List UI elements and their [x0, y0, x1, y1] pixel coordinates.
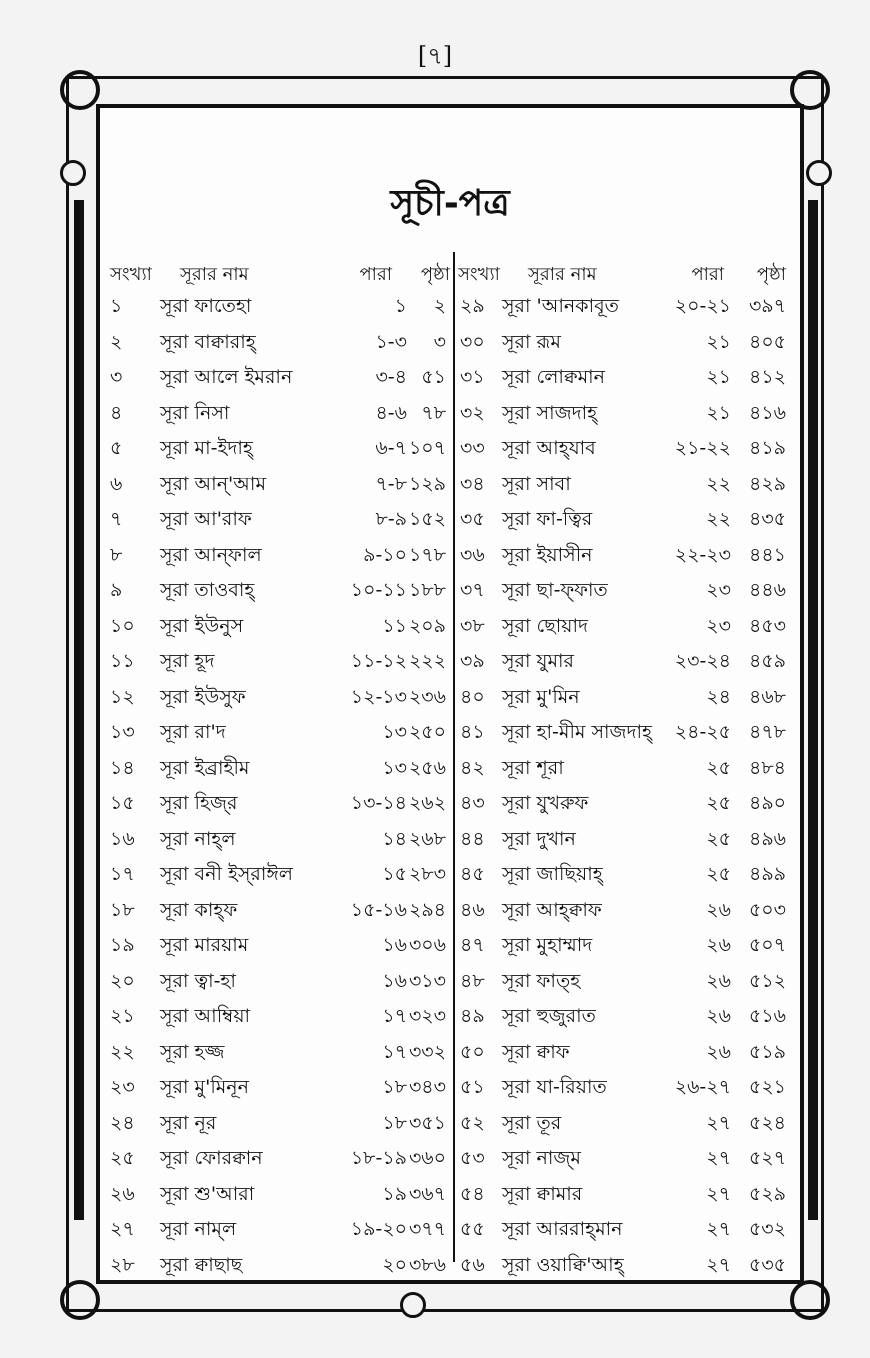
page-right: ৫১৬ — [748, 1005, 786, 1027]
para-right: ২৫ — [706, 792, 731, 814]
page-right: ৫২৪ — [748, 1111, 786, 1134]
para-right: ২৬ — [706, 934, 731, 956]
entry-number-right: ৩৫ — [460, 508, 485, 530]
para-left: ১ — [394, 295, 407, 317]
entry-number-left: ৫ — [110, 437, 123, 459]
para-right: ২৬-২৭ — [674, 1076, 731, 1098]
table-row — [110, 395, 800, 431]
page-left: ৩ — [433, 330, 446, 353]
page-right: ৪৩৫ — [748, 508, 786, 530]
para-left: ১১-১২ — [350, 650, 407, 672]
page-right: ৪৫৩ — [748, 614, 786, 637]
entry-number-right: ৩৬ — [460, 543, 485, 566]
table-row — [110, 821, 800, 857]
para-left: ১-৩ — [375, 330, 407, 353]
table-row — [110, 750, 800, 786]
page-left: ৩৭৭ — [408, 1218, 446, 1240]
page-left: ২৫০ — [408, 721, 446, 743]
para-left: ১৮ — [382, 1111, 407, 1134]
surah-name-left: সূরা বনী ইস্‌রাঈল — [160, 863, 293, 885]
surah-name-right: সূরা জাছিয়াহ্ — [502, 863, 603, 885]
table-row — [110, 679, 800, 715]
page-left: ৩৮৬ — [408, 1253, 446, 1276]
header-name-left: সূরার নাম — [180, 264, 249, 285]
para-left: ৭-৮ — [375, 472, 407, 495]
para-left: ১৪ — [382, 827, 407, 850]
entry-number-right: ৩১ — [460, 366, 485, 388]
para-left: ৮-৯ — [375, 508, 407, 530]
page-left: ২৬২ — [408, 792, 446, 814]
page-right: ৪২৯ — [748, 472, 786, 495]
surah-name-right: সূরা হা-মীম সাজদাহ্ — [502, 721, 653, 743]
surah-name-right: সূরা যুখরুফ — [502, 792, 589, 814]
entry-number-right: ৪৩ — [460, 792, 485, 814]
page-right: ৪৪৬ — [748, 579, 786, 601]
para-left: ১২-১৩ — [350, 685, 407, 708]
table-row — [110, 963, 800, 999]
entry-number-right: ২৯ — [460, 295, 485, 317]
entry-number-left: ২৭ — [110, 1218, 135, 1240]
surah-name-left: সূরা নাহ্‌ল — [160, 827, 236, 850]
entry-number-left: ২১ — [110, 1005, 135, 1027]
surah-name-left: সূরা শু'আরা — [160, 1182, 255, 1205]
para-left: ১১ — [382, 614, 407, 637]
table-row — [110, 1247, 800, 1283]
surah-name-right: সূরা শূরা — [502, 756, 564, 779]
surah-name-right: সূরা যা-রিয়াত — [502, 1076, 607, 1098]
page-right: ৫২৯ — [748, 1182, 786, 1205]
entry-number-left: ১৬ — [110, 827, 135, 850]
para-left: ১৯-২০ — [350, 1218, 407, 1240]
page-title: সূচী-পত্র — [390, 183, 510, 224]
table-row — [110, 501, 800, 537]
table-row — [110, 1140, 800, 1176]
header-name-right: সূরার নাম — [528, 264, 597, 285]
page-right: ৫১৯ — [749, 1040, 786, 1063]
surah-name-right: সূরা রূম — [502, 330, 561, 353]
entry-number-left: ১৩ — [110, 721, 135, 743]
para-right: ২৪-২৫ — [674, 721, 731, 743]
entry-number-right: ৪৬ — [460, 898, 485, 921]
table-row — [110, 1176, 800, 1212]
bottom-center-ornament — [400, 1292, 426, 1318]
surah-name-right: সূরা ফাত্‌হ — [502, 969, 581, 992]
para-left: ১৭ — [382, 1040, 407, 1063]
page-left: ২০৯ — [408, 614, 446, 637]
surah-name-left: সূরা ফাতেহা — [160, 295, 252, 317]
page-right: ৪৯৯ — [749, 863, 786, 885]
page-left: ৩৬০ — [408, 1147, 446, 1169]
entry-number-right: ৪৭ — [460, 934, 485, 956]
page-number: [৭] — [417, 42, 453, 70]
page-right: ৪১৯ — [749, 437, 786, 459]
surah-name-right: সূরা মুহাম্মাদ — [502, 934, 593, 956]
page-right: ৫০৩ — [748, 898, 786, 921]
surah-name-right: সূরা ইয়াসীন — [502, 543, 593, 566]
page-right: ৪১২ — [748, 366, 786, 388]
page-left: ২ — [433, 295, 446, 317]
entry-number-right: ৪২ — [460, 756, 485, 779]
entry-number-left: ২৮ — [110, 1253, 135, 1276]
para-right: ২৬ — [706, 969, 731, 992]
entry-number-right: ৪৮ — [460, 969, 485, 992]
page-left: ৭৮ — [421, 401, 446, 424]
para-left: ১৬ — [382, 969, 407, 992]
para-left: ৩-৪ — [375, 366, 407, 388]
header-page-right: পৃষ্ঠা — [756, 264, 786, 285]
table-row — [110, 572, 800, 608]
para-right: ২৭ — [706, 1253, 731, 1276]
entry-number-left: ২৫ — [110, 1147, 135, 1169]
entry-number-left: ৭ — [110, 508, 123, 530]
table-row — [110, 785, 800, 821]
entry-number-right: ৩৯ — [460, 650, 485, 672]
para-left: ১৭ — [382, 1005, 407, 1027]
surah-name-left: সূরা তাওবাহ্ — [160, 579, 255, 601]
surah-name-right: সূরা আররাহ্‌মান — [502, 1218, 623, 1240]
page-left: ২৮৩ — [408, 863, 446, 885]
page-right: ৫২৭ — [748, 1147, 786, 1169]
surah-name-left: সূরা ইউনুস — [160, 614, 244, 637]
header-page-left: পৃষ্ঠা — [420, 264, 450, 285]
page-left: ৩২৩ — [408, 1005, 446, 1027]
entry-number-left: ২৩ — [110, 1076, 135, 1098]
entry-number-right: ৩৮ — [460, 614, 485, 637]
para-right: ২৫ — [706, 863, 731, 885]
surah-name-left: সূরা ত্বা-হা — [160, 969, 236, 992]
corner-ornament-top-left — [60, 70, 100, 110]
entry-number-left: ৮ — [110, 543, 123, 566]
page-right: ৪৮৪ — [749, 756, 786, 779]
page-right: ৪৬৮ — [748, 685, 786, 708]
table-row — [110, 359, 800, 395]
surah-name-left: সূরা নূর — [160, 1111, 217, 1134]
contents-table — [110, 256, 800, 1282]
page-left: ৩৫১ — [408, 1111, 446, 1134]
entry-number-right: ৫১ — [460, 1076, 485, 1098]
left-border-bar — [74, 200, 84, 1220]
entry-number-right: ৫৫ — [460, 1218, 485, 1240]
surah-name-left: সূরা আ'রাফ — [160, 508, 252, 530]
para-right: ২৬ — [706, 898, 731, 921]
header-number-left: সংখ্যা — [110, 264, 152, 285]
para-left: ১৫ — [382, 863, 407, 885]
entry-number-right: ৩০ — [460, 330, 485, 353]
page-left: ১৫২ — [408, 508, 446, 530]
page-left: ২৫৬ — [408, 756, 446, 779]
entry-number-right: ৫৬ — [460, 1253, 485, 1276]
page-right: ৫৩৫ — [748, 1253, 786, 1276]
para-right: ২৭ — [706, 1182, 731, 1205]
surah-name-right: সূরা তূর — [502, 1111, 562, 1134]
table-header-row — [110, 256, 800, 288]
left-scroll-ornament — [60, 160, 86, 186]
para-left: ৬-৭ — [375, 437, 407, 459]
para-right: ২৩ — [706, 579, 731, 601]
para-right: ২৭ — [706, 1147, 731, 1169]
page-left: ২৩৬ — [408, 685, 446, 708]
page-left: ৩৩২ — [408, 1040, 446, 1063]
table-row — [110, 892, 800, 928]
surah-name-right: সূরা ছা-ফ্‌ফাত — [502, 579, 608, 601]
surah-name-left: সূরা আন্'আম — [160, 472, 266, 495]
para-left: ১৩-১৪ — [350, 792, 407, 814]
entry-number-left: ৯ — [110, 579, 123, 601]
surah-name-left: সূরা হূদ — [160, 650, 215, 672]
surah-name-right: সূরা ক্বাফ — [502, 1040, 570, 1063]
para-right: ২৩-২৪ — [674, 650, 731, 672]
surah-name-left: সূরা মা-ইদাহ্ — [160, 437, 253, 459]
entry-number-left: ১৫ — [110, 792, 135, 814]
table-row — [110, 1211, 800, 1247]
surah-name-left: সূরা ক্বাছাছ — [160, 1253, 243, 1276]
para-left: ১৩ — [382, 756, 407, 779]
entry-number-right: ৫২ — [460, 1111, 485, 1134]
para-right: ২৬ — [706, 1040, 731, 1063]
table-row — [110, 643, 800, 679]
entry-number-right: ৩৩ — [460, 437, 485, 459]
para-right: ২৭ — [706, 1218, 731, 1240]
para-right: ২৭ — [706, 1111, 731, 1134]
page-right: ৫০৭ — [748, 934, 786, 956]
page-right: ৪৯৬ — [748, 827, 786, 850]
page-left: ২৯৪ — [408, 898, 446, 921]
entry-number-left: ২২ — [110, 1040, 135, 1063]
entry-number-right: ৫৩ — [460, 1147, 485, 1169]
para-left: ১৮ — [382, 1076, 407, 1098]
surah-name-right: সূরা আহ্‌ক্বাফ — [502, 898, 602, 921]
entry-number-left: ২৪ — [110, 1111, 135, 1134]
page-left: ১৮৮ — [409, 579, 446, 601]
entry-number-left: ২৬ — [110, 1182, 135, 1205]
entry-number-left: ১৯ — [110, 934, 135, 956]
para-right: ২১ — [706, 366, 731, 388]
right-border-bar — [808, 200, 818, 1220]
para-left: ১৬ — [382, 934, 407, 956]
surah-name-left: সূরা আন্ফাল — [160, 543, 262, 566]
surah-name-right: সূরা সাবা — [502, 472, 571, 495]
surah-name-left: সূরা হিজ্‌র — [160, 792, 238, 814]
entry-number-left: ১২ — [110, 685, 135, 708]
surah-name-right: সূরা ছোয়াদ — [502, 614, 588, 637]
surah-name-left: সূরা আম্বিয়া — [160, 1005, 251, 1027]
corner-ornament-bottom-left — [60, 1280, 100, 1320]
entry-number-left: ১০ — [110, 614, 135, 637]
table-row — [110, 998, 800, 1034]
table-row — [110, 288, 800, 324]
entry-number-right: ৩২ — [460, 401, 485, 424]
page-left: ৩৬৭ — [408, 1182, 446, 1205]
page-left: ১২৯ — [408, 472, 446, 495]
entry-number-right: ৪৫ — [460, 863, 485, 885]
entry-number-left: ৩ — [110, 366, 123, 388]
surah-name-left: সূরা আলে ইমরান — [160, 366, 293, 388]
surah-name-right: সূরা দুখান — [502, 827, 576, 850]
surah-name-left: সূরা কাহ্‌ফ — [160, 898, 238, 921]
entry-number-right: ৩৭ — [460, 579, 485, 601]
para-left: ১৮-১৯ — [350, 1147, 407, 1169]
para-right: ২৫ — [706, 827, 731, 850]
table-body — [110, 288, 800, 1282]
page-right: ৫৩২ — [748, 1218, 786, 1240]
table-row — [110, 856, 800, 892]
para-left: ৪-৬ — [375, 401, 407, 424]
page-left: ৫১ — [421, 366, 446, 388]
para-right: ২৬ — [706, 1005, 731, 1027]
para-left: ১৯ — [382, 1182, 407, 1205]
entry-number-right: ৪৪ — [460, 827, 485, 850]
surah-name-left: সূরা মু'মিনূন — [160, 1076, 249, 1098]
surah-name-left: সূরা নিসা — [160, 401, 230, 424]
entry-number-left: ৪ — [110, 401, 123, 424]
page-left: ২৬৮ — [408, 827, 446, 850]
para-left: ২০ — [382, 1253, 407, 1276]
surah-name-left: সূরা রা'দ — [160, 721, 226, 743]
surah-name-left: সূরা ফোরক্বান — [160, 1147, 263, 1169]
surah-name-left: সূরা মারয়াম — [160, 934, 249, 956]
surah-name-right: সূরা লোক্বমান — [502, 366, 605, 388]
para-left: ১৫-১৬ — [350, 898, 407, 921]
table-row — [110, 1105, 800, 1141]
surah-name-left: সূরা বাক্বারাহ্ — [160, 330, 256, 353]
entry-number-right: ৪০ — [460, 685, 485, 708]
table-row — [110, 324, 800, 360]
table-row — [110, 714, 800, 750]
entry-number-left: ২০ — [110, 969, 135, 992]
table-row — [110, 608, 800, 644]
entry-number-right: ৫৪ — [460, 1182, 485, 1205]
entry-number-left: ২ — [110, 330, 123, 353]
para-right: ২৩ — [706, 614, 731, 637]
entry-number-left: ১৮ — [110, 898, 135, 921]
entry-number-left: ১ — [110, 295, 123, 317]
para-left: ১০-১১ — [350, 579, 407, 601]
para-right: ২৫ — [706, 756, 731, 779]
para-left: ১৩ — [382, 721, 407, 743]
surah-name-left: সূরা হজ্জ — [160, 1040, 225, 1063]
surah-name-right: সূরা ফা-ত্বির — [502, 508, 593, 530]
surah-name-right: সূরা নাজ্‌ম — [502, 1147, 581, 1169]
surah-name-left: সূরা ইব্রাহীম — [160, 756, 250, 779]
page-right: ৪৭৮ — [748, 721, 786, 743]
table-row — [110, 537, 800, 573]
surah-name-left: সূরা ইউসুফ — [160, 685, 246, 708]
page-right: ৫১২ — [748, 969, 786, 992]
table-row — [110, 430, 800, 466]
para-right: ২১ — [706, 401, 731, 424]
table-row — [110, 927, 800, 963]
corner-ornament-bottom-right — [790, 1280, 830, 1320]
page-right: ৪১৬ — [748, 401, 786, 424]
entry-number-left: ৬ — [110, 472, 123, 495]
entry-number-left: ১১ — [110, 650, 135, 672]
surah-name-right: সূরা যুমার — [502, 650, 575, 672]
page-left: ১০৭ — [408, 437, 446, 459]
surah-name-left: সূরা নাম্‌ল — [160, 1218, 237, 1240]
surah-name-right: সূরা হুজুরাত — [502, 1005, 596, 1027]
para-right: ২০-২১ — [674, 295, 731, 317]
table-row — [110, 1034, 800, 1070]
entry-number-right: ৪১ — [460, 721, 485, 743]
para-right: ২১-২২ — [674, 437, 731, 459]
header-para-right: পারা — [691, 264, 724, 285]
para-right: ২১ — [706, 330, 731, 353]
surah-name-right: সূরা ওয়াক্বি'আহ্ — [502, 1253, 624, 1276]
page-left: ৩৪৩ — [408, 1076, 446, 1098]
surah-name-right: সূরা মু'মিন — [502, 685, 580, 708]
header-number-right: সংখ্যা — [458, 264, 500, 285]
page-left: ৩১৩ — [408, 969, 446, 992]
page-right: ৪৪১ — [749, 543, 786, 566]
surah-name-right: সূরা আহ্‌যাব — [502, 437, 596, 459]
entry-number-right: ৫০ — [460, 1040, 485, 1063]
surah-name-right: সূরা 'আনকাবূত — [502, 295, 619, 317]
para-right: ২২ — [706, 472, 731, 495]
page-right: ৪০৫ — [748, 330, 786, 353]
page-left: ৩০৬ — [408, 934, 446, 956]
para-right: ২৪ — [706, 685, 731, 708]
table-row — [110, 1069, 800, 1105]
page-right: ৪৫৯ — [749, 650, 786, 672]
entry-number-left: ১৪ — [110, 756, 135, 779]
para-left: ৯-১০ — [363, 543, 407, 566]
surah-name-right: সূরা সাজদাহ্ — [502, 401, 598, 424]
surah-name-right: সূরা ক্বামার — [502, 1182, 583, 1205]
page-left: ২২২ — [408, 650, 446, 672]
entry-number-right: ৩৪ — [460, 472, 485, 495]
para-right: ২২ — [706, 508, 731, 530]
page-right: ৪৯০ — [748, 792, 786, 814]
header-para-left: পারা — [359, 264, 392, 285]
table-row — [110, 466, 800, 502]
page-right: ৩৯৭ — [748, 295, 786, 317]
para-right: ২২-২৩ — [674, 543, 731, 566]
right-scroll-ornament — [806, 160, 832, 186]
page-right: ৫২১ — [748, 1076, 786, 1098]
entry-number-left: ১৭ — [110, 863, 135, 885]
entry-number-right: ৪৯ — [460, 1005, 485, 1027]
page-left: ১৭৮ — [408, 543, 446, 566]
